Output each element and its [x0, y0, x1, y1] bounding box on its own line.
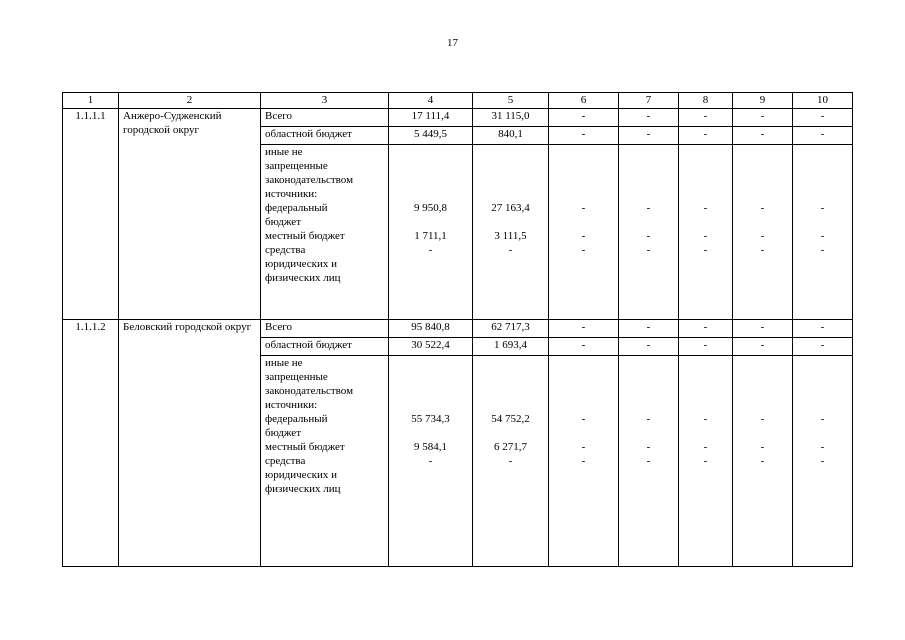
other-sources-labels — [261, 356, 389, 567]
dash-cell: - — [733, 338, 793, 356]
spacer — [393, 159, 468, 173]
spacer — [477, 215, 544, 229]
dash-cell: - — [703, 413, 708, 425]
dash-cell: - — [646, 244, 651, 256]
dash-cell: - — [760, 441, 765, 453]
value-stack — [549, 145, 619, 320]
text-line: юридических и — [265, 469, 338, 481]
column-number: 5 — [473, 93, 549, 109]
spacer — [623, 370, 674, 384]
dash-cell: - — [646, 455, 651, 467]
dash-cell: - — [793, 338, 853, 356]
dash-cell: - — [733, 320, 793, 338]
spacer — [553, 398, 614, 412]
value-federal: 55 734,3 — [411, 413, 450, 425]
value-legal: - — [508, 244, 513, 256]
value-legal: - — [428, 244, 433, 256]
dash-cell: - — [581, 455, 586, 467]
value-local: 9 584,1 — [414, 441, 447, 453]
spacer — [393, 370, 468, 384]
column-number: 6 — [549, 93, 619, 109]
dash-cell: - — [549, 320, 619, 338]
dash-cell: - — [703, 230, 708, 242]
dash-cell: - — [549, 338, 619, 356]
dash-cell: - — [820, 455, 825, 467]
dash-cell: - — [703, 202, 708, 214]
dash-cell: - — [703, 244, 708, 256]
value-stack — [473, 145, 549, 320]
spacer — [477, 370, 544, 384]
spacer — [477, 356, 544, 370]
spacer — [797, 356, 848, 370]
spacer — [477, 145, 544, 159]
dash-cell: - — [619, 338, 679, 356]
dash-cell: - — [581, 441, 586, 453]
dash-cell: - — [581, 244, 586, 256]
spacer — [737, 145, 788, 159]
spacer — [797, 215, 848, 229]
text-line: местный бюджет — [265, 230, 345, 242]
spacer — [683, 426, 728, 440]
dash-cell: - — [760, 244, 765, 256]
value-cell: 840,1 — [473, 127, 549, 145]
text-line: физических лиц — [265, 272, 341, 284]
row-total — [63, 109, 853, 127]
text-line: законодательством — [265, 385, 354, 397]
spacer — [265, 285, 384, 319]
value-cell: 5 449,5 — [389, 127, 473, 145]
spacer — [683, 356, 728, 370]
dash-cell: - — [646, 413, 651, 425]
text-line: источники: — [265, 399, 318, 411]
spacer — [393, 398, 468, 412]
value-stack — [733, 356, 793, 567]
column-number: 8 — [679, 93, 733, 109]
dash-cell: - — [820, 202, 825, 214]
row-label-regional: областной бюджет — [261, 127, 389, 145]
dash-cell: - — [646, 202, 651, 214]
section-code: 1.1.1.2 — [63, 320, 119, 567]
dash-cell: - — [760, 413, 765, 425]
text-line: запрещенные — [265, 371, 328, 383]
value-cell: 30 522,4 — [389, 338, 473, 356]
spacer — [553, 356, 614, 370]
spacer — [553, 187, 614, 201]
column-number: 10 — [793, 93, 853, 109]
spacer — [623, 215, 674, 229]
section-name: Беловский городской округ — [119, 320, 261, 567]
value-cell: 95 840,8 — [389, 320, 473, 338]
spacer — [797, 370, 848, 384]
column-number: 2 — [119, 93, 261, 109]
dash-cell: - — [703, 455, 708, 467]
value-stack — [679, 356, 733, 567]
value-cell: 1 693,4 — [473, 338, 549, 356]
text-line: иные не — [265, 357, 303, 369]
column-number: 9 — [733, 93, 793, 109]
dash-cell: - — [581, 230, 586, 242]
dash-cell: - — [619, 320, 679, 338]
spacer — [393, 426, 468, 440]
value-stack — [793, 145, 853, 320]
column-number: 7 — [619, 93, 679, 109]
dash-cell: - — [646, 230, 651, 242]
dash-cell: - — [733, 127, 793, 145]
spacer — [737, 187, 788, 201]
text-line: юридических и — [265, 258, 338, 270]
spacer — [553, 145, 614, 159]
text-line: местный бюджет — [265, 441, 345, 453]
spacer — [683, 173, 728, 187]
spacer — [553, 384, 614, 398]
dash-cell: - — [549, 127, 619, 145]
spacer — [477, 398, 544, 412]
spacer — [737, 384, 788, 398]
dash-cell: - — [793, 320, 853, 338]
value-local: 6 271,7 — [494, 441, 527, 453]
dash-cell: - — [820, 413, 825, 425]
dash-cell: - — [793, 127, 853, 145]
value-stack — [793, 356, 853, 567]
spacer — [393, 173, 468, 187]
value-stack — [679, 145, 733, 320]
section-name: Анжеро-Судженский городской округ — [119, 109, 261, 320]
spacer — [265, 496, 384, 566]
text-line: бюджет — [265, 427, 301, 439]
dash-cell: - — [619, 109, 679, 127]
spacer — [553, 173, 614, 187]
spacer — [393, 145, 468, 159]
spacer — [393, 187, 468, 201]
spacer — [623, 145, 674, 159]
spacer — [683, 370, 728, 384]
dash-cell: - — [760, 230, 765, 242]
value-stack — [473, 356, 549, 567]
dash-cell: - — [549, 109, 619, 127]
spacer — [683, 145, 728, 159]
spacer — [477, 426, 544, 440]
dash-cell: - — [619, 127, 679, 145]
value-stack — [389, 356, 473, 567]
spacer — [553, 215, 614, 229]
spacer — [683, 215, 728, 229]
value-federal: 9 950,8 — [414, 202, 447, 214]
dash-cell: - — [646, 441, 651, 453]
text-line: запрещенные — [265, 160, 328, 172]
dash-cell: - — [820, 230, 825, 242]
dash-cell: - — [760, 202, 765, 214]
text-line: средства — [265, 244, 306, 256]
value-stack — [619, 145, 679, 320]
value-cell: 17 111,4 — [389, 109, 473, 127]
section-code: 1.1.1.1 — [63, 109, 119, 320]
text-line: иные не — [265, 146, 303, 158]
spacer — [553, 159, 614, 173]
row-label-regional: областной бюджет — [261, 338, 389, 356]
dash-cell: - — [679, 127, 733, 145]
value-legal: - — [508, 455, 513, 467]
column-number: 1 — [63, 93, 119, 109]
spacer — [623, 159, 674, 173]
row-label-total: Всего — [261, 320, 389, 338]
row-total — [63, 320, 853, 338]
value-cell: 62 717,3 — [473, 320, 549, 338]
spacer — [737, 426, 788, 440]
text-line: бюджет — [265, 216, 301, 228]
text-line: федеральный — [265, 202, 328, 214]
text-line: физических лиц — [265, 483, 341, 495]
dash-cell: - — [703, 441, 708, 453]
spacer — [623, 384, 674, 398]
dash-cell: - — [793, 109, 853, 127]
other-sources-labels — [261, 145, 389, 320]
spacer — [553, 426, 614, 440]
spacer — [553, 370, 614, 384]
spacer — [737, 370, 788, 384]
value-stack — [733, 145, 793, 320]
page-number: 17 — [447, 37, 458, 49]
spacer — [623, 187, 674, 201]
spacer — [797, 384, 848, 398]
text-line: источники: — [265, 188, 318, 200]
spacer — [393, 356, 468, 370]
spacer — [623, 426, 674, 440]
value-stack — [389, 145, 473, 320]
dash-cell: - — [581, 202, 586, 214]
value-legal: - — [428, 455, 433, 467]
column-number-row — [63, 93, 853, 109]
value-federal: 54 752,2 — [491, 413, 530, 425]
spacer — [683, 398, 728, 412]
spacer — [737, 173, 788, 187]
text-line: средства — [265, 455, 306, 467]
spacer — [797, 426, 848, 440]
spacer — [737, 159, 788, 173]
spacer — [623, 398, 674, 412]
budget-table — [62, 92, 853, 567]
value-stack — [619, 356, 679, 567]
value-stack — [549, 356, 619, 567]
dash-cell: - — [581, 413, 586, 425]
row-label-total: Всего — [261, 109, 389, 127]
spacer — [477, 187, 544, 201]
dash-cell: - — [733, 109, 793, 127]
dash-cell: - — [820, 244, 825, 256]
value-local: 3 111,5 — [494, 230, 527, 242]
text-line: федеральный — [265, 413, 328, 425]
spacer — [737, 398, 788, 412]
spacer — [477, 173, 544, 187]
dash-cell: - — [679, 320, 733, 338]
spacer — [683, 384, 728, 398]
value-federal: 27 163,4 — [491, 202, 530, 214]
spacer — [393, 215, 468, 229]
spacer — [737, 215, 788, 229]
spacer — [623, 173, 674, 187]
spacer — [393, 384, 468, 398]
spacer — [683, 159, 728, 173]
spacer — [623, 356, 674, 370]
spacer — [797, 173, 848, 187]
dash-cell: - — [820, 441, 825, 453]
text-line: законодательством — [265, 174, 354, 186]
spacer — [737, 356, 788, 370]
spacer — [797, 187, 848, 201]
value-cell: 31 115,0 — [473, 109, 549, 127]
spacer — [477, 159, 544, 173]
value-local: 1 711,1 — [414, 230, 447, 242]
spacer — [797, 398, 848, 412]
column-number: 3 — [261, 93, 389, 109]
dash-cell: - — [679, 338, 733, 356]
spacer — [797, 145, 848, 159]
column-number: 4 — [389, 93, 473, 109]
spacer — [683, 187, 728, 201]
spacer — [797, 159, 848, 173]
dash-cell: - — [679, 109, 733, 127]
spacer — [477, 384, 544, 398]
dash-cell: - — [760, 455, 765, 467]
